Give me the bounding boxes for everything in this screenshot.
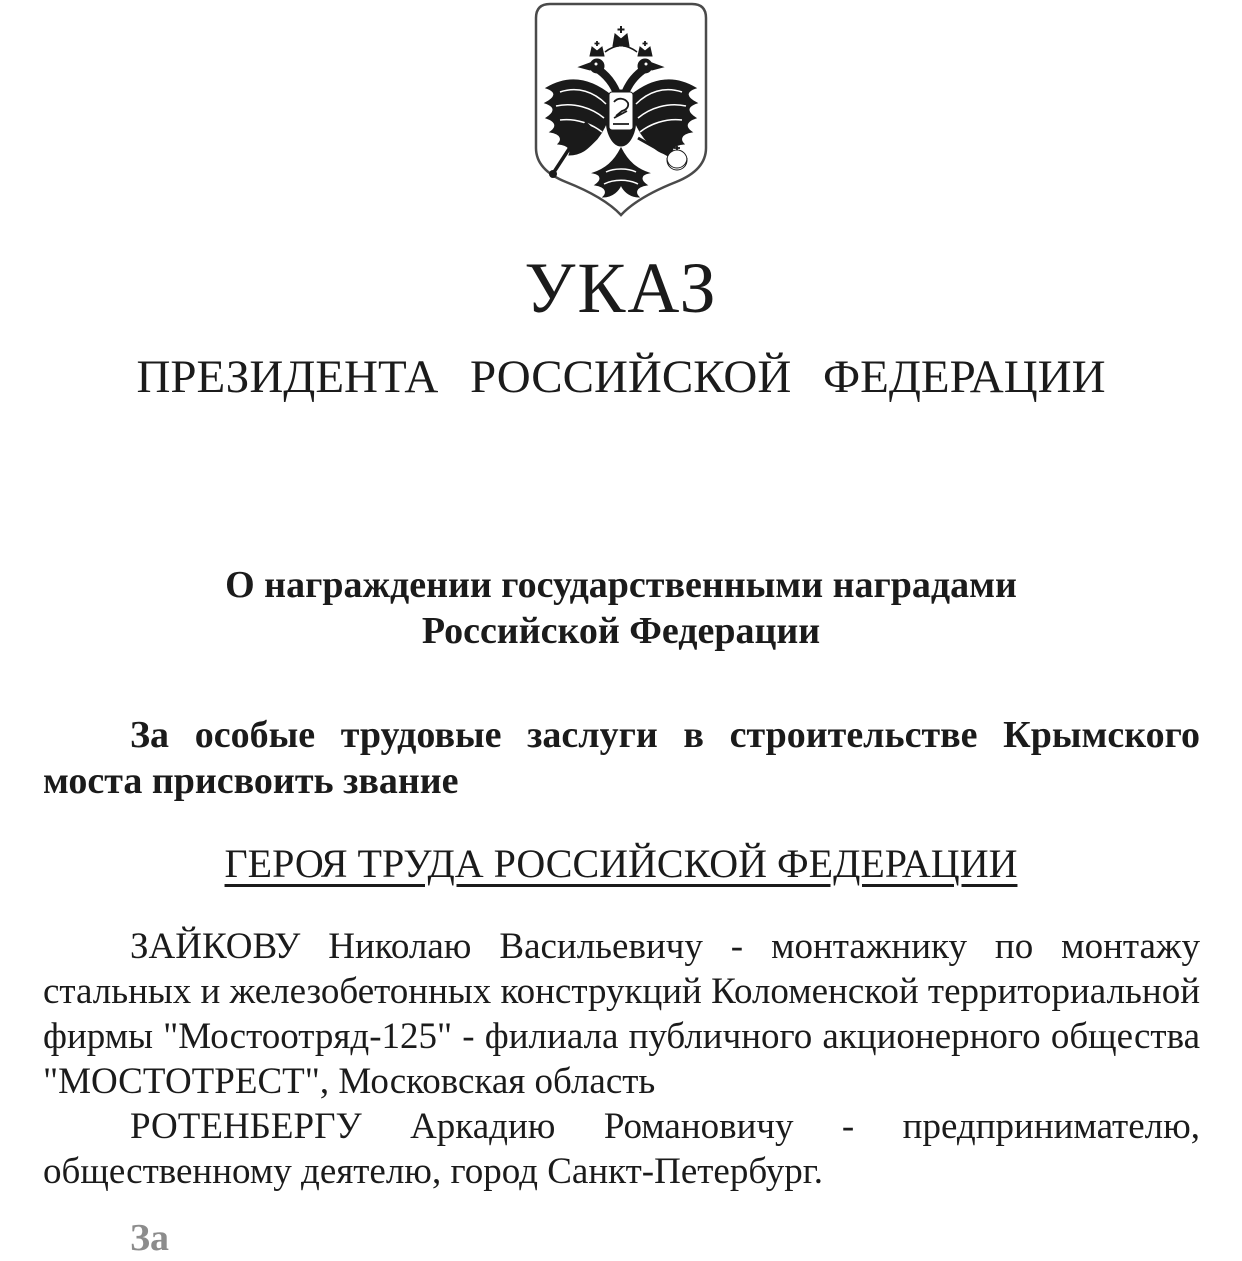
next-paragraph-cutoff bbox=[0, 1215, 1242, 1261]
decree-preamble: За особые трудовые заслуги в строительстве Крымского моста присвоить звание bbox=[43, 714, 1200, 802]
recipient-entry-2: РОТЕНБЕРГУ Аркадию Романовичу - предпринимателю, общественному деятелю, город Санкт-Петербург. bbox=[43, 1106, 1200, 1192]
subject-line-2: Российской Федерации bbox=[421, 610, 821, 652]
document-issuer: ПРЕЗИДЕНТА РОССИЙСКОЙ ФЕДЕРАЦИИ bbox=[136, 351, 1106, 403]
decree-subject bbox=[0, 562, 1242, 654]
next-paragraph-fragment: За bbox=[130, 1217, 170, 1259]
double-headed-eagle-icon bbox=[545, 26, 697, 197]
recipient-entry-1: ЗАЙКОВУ Николаю Васильевичу - монтажнику по монтажу стальных и железобетонных конструкций Коломенской территориальной фирмы "Мостоотряд-125" - филиала публичного акционерного общества "МОСТОТРЕСТ", Московская область bbox=[43, 926, 1200, 1102]
document-title: УКАЗ bbox=[524, 248, 718, 328]
award-title: ГЕРОЯ ТРУДА РОССИЙСКОЙ ФЕДЕРАЦИИ bbox=[224, 841, 1018, 886]
coat-of-arms bbox=[526, 0, 716, 220]
award-title-row bbox=[0, 840, 1242, 888]
subject-line-1: О награждении государственными наградами bbox=[225, 564, 1017, 606]
